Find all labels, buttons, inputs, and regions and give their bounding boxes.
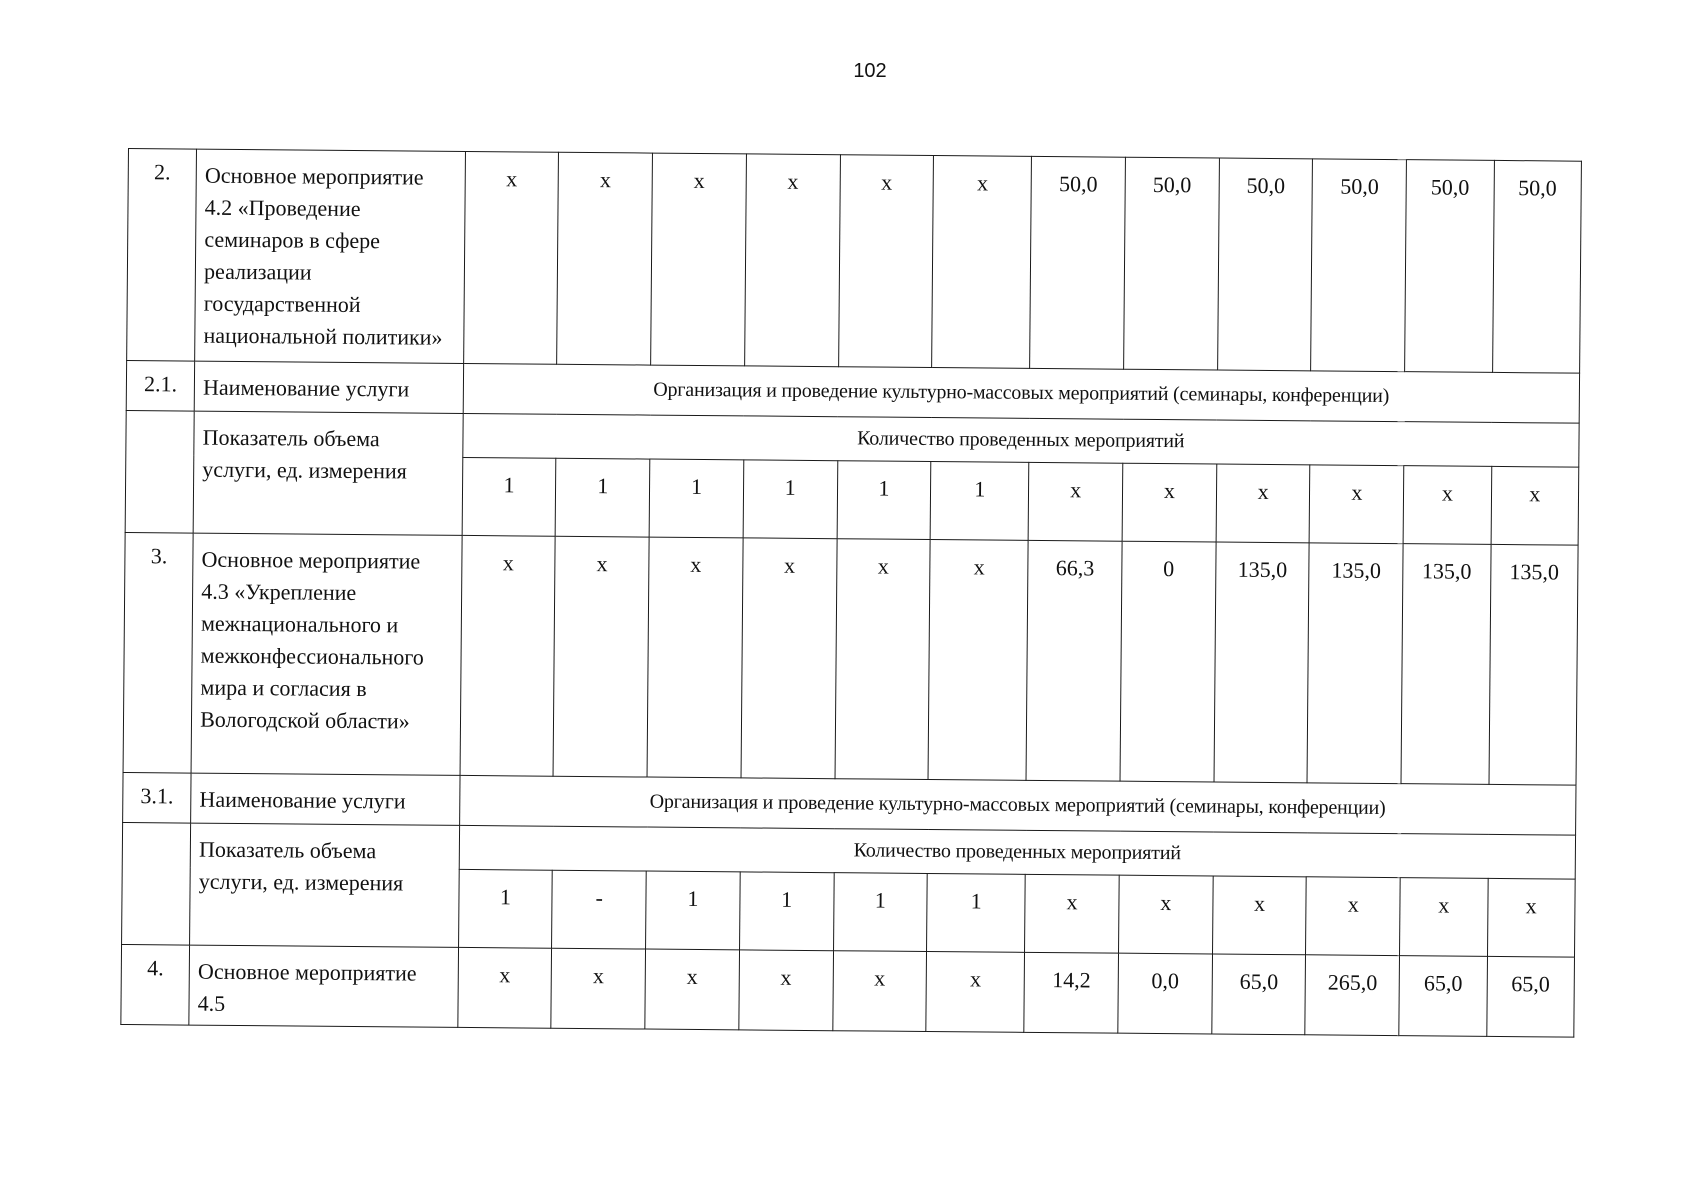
value-cell: 1 xyxy=(739,872,833,951)
program-table xyxy=(120,148,1582,1038)
value-cell: х xyxy=(832,951,926,1032)
value-cell: х xyxy=(1122,463,1216,542)
table-row xyxy=(123,532,1578,785)
value-cell: 50,0 xyxy=(1124,157,1220,370)
indicator-label: Показатель объема услуги, ед. измерения xyxy=(193,411,462,535)
row-number: 2. xyxy=(127,149,197,362)
value-cell: 14,2 xyxy=(1024,952,1118,1033)
document-sheet xyxy=(120,148,1582,1038)
row-number: 2.1. xyxy=(126,360,195,411)
value-cell: 65,0 xyxy=(1399,956,1487,1037)
table-row xyxy=(121,944,1575,1037)
indicator-value: Количество проведенных мероприятий xyxy=(459,825,1576,879)
value-cell: 1 xyxy=(927,874,1026,953)
value-cell: 50,0 xyxy=(1030,156,1126,369)
value-cell: х xyxy=(1028,462,1122,541)
value-cell: 135,0 xyxy=(1489,544,1579,785)
value-cell: х xyxy=(835,539,931,780)
value-cell: х xyxy=(457,947,551,1028)
value-cell: х xyxy=(932,156,1032,369)
value-cell: 1 xyxy=(649,459,743,538)
value-cell: 1 xyxy=(458,869,552,948)
value-cell: х xyxy=(1025,874,1119,953)
activity-name: Основное мероприятие 4.2 «Проведение семинаров в сфере реализации государственной национальной политики» xyxy=(195,149,465,363)
value-cell: 1 xyxy=(837,461,931,540)
row-number: 3. xyxy=(123,532,193,773)
value-cell: х xyxy=(928,540,1028,781)
value-cell: 66,3 xyxy=(1026,540,1122,781)
value-cell: х xyxy=(1400,878,1488,957)
indicator-value: Количество проведенных мероприятий xyxy=(462,413,1579,467)
value-cell: 265,0 xyxy=(1305,955,1399,1036)
value-cell: х xyxy=(647,537,743,778)
value-cell: - xyxy=(552,870,646,949)
value-cell: х xyxy=(460,535,556,776)
value-cell: 50,0 xyxy=(1405,160,1494,373)
table-row xyxy=(127,149,1582,374)
page-number: 102 xyxy=(853,60,887,82)
value-cell: х xyxy=(838,155,934,368)
value-cell: х xyxy=(463,151,559,364)
value-cell: 65,0 xyxy=(1486,956,1574,1037)
value-cell: х xyxy=(1491,466,1579,545)
empty-number-cell xyxy=(125,410,194,533)
value-cell: 1 xyxy=(555,458,649,537)
value-cell: х xyxy=(651,153,747,366)
value-cell: 135,0 xyxy=(1307,543,1403,784)
value-cell: х xyxy=(1487,878,1575,957)
value-cell: 1 xyxy=(743,460,837,539)
service-name-label: Наименование услуги xyxy=(194,361,463,413)
value-cell: х xyxy=(1310,465,1404,544)
value-cell: х xyxy=(744,154,840,367)
value-cell: х xyxy=(926,952,1025,1033)
value-cell: х xyxy=(551,948,645,1029)
value-cell: х xyxy=(645,949,739,1030)
value-cell: 1 xyxy=(462,457,556,536)
value-cell: х xyxy=(553,536,649,777)
activity-name: Основное мероприятие 4.5 xyxy=(189,945,458,1027)
value-cell: 1 xyxy=(646,871,740,950)
value-cell: 65,0 xyxy=(1212,954,1306,1035)
value-cell: х xyxy=(741,538,837,779)
value-cell: 135,0 xyxy=(1214,542,1310,783)
value-cell: х xyxy=(1212,876,1306,955)
value-cell: х xyxy=(1119,875,1213,954)
row-number: 4. xyxy=(121,944,190,1025)
activity-name: Основное мероприятие 4.3 «Укрепление межнационального и межконфессионального мира и согласия в Вологодской области» xyxy=(191,533,462,775)
indicator-label: Показатель объема услуги, ед. измерения xyxy=(190,823,459,947)
value-cell: 1 xyxy=(930,462,1029,541)
value-cell: 135,0 xyxy=(1401,544,1490,785)
value-cell: х xyxy=(739,950,833,1031)
value-cell: 0 xyxy=(1120,541,1216,782)
row-number: 3.1. xyxy=(123,772,192,823)
value-cell: 50,0 xyxy=(1311,159,1407,372)
service-name-label: Наименование услуги xyxy=(191,773,460,825)
value-cell: х xyxy=(1403,466,1491,545)
service-name-value: Организация и проведение культурно-массовых мероприятий (семинары, конференции) xyxy=(463,363,1580,423)
value-cell: х xyxy=(557,152,653,365)
value-cell: 50,0 xyxy=(1217,158,1313,371)
value-cell: 0,0 xyxy=(1118,953,1212,1034)
value-cell: 1 xyxy=(833,873,927,952)
value-cell: 50,0 xyxy=(1492,160,1581,373)
service-name-value: Организация и проведение культурно-массовых мероприятий (семинары, конференции) xyxy=(459,775,1576,835)
value-cell: х xyxy=(1216,464,1310,543)
empty-number-cell xyxy=(122,822,191,945)
value-cell: х xyxy=(1306,877,1400,956)
